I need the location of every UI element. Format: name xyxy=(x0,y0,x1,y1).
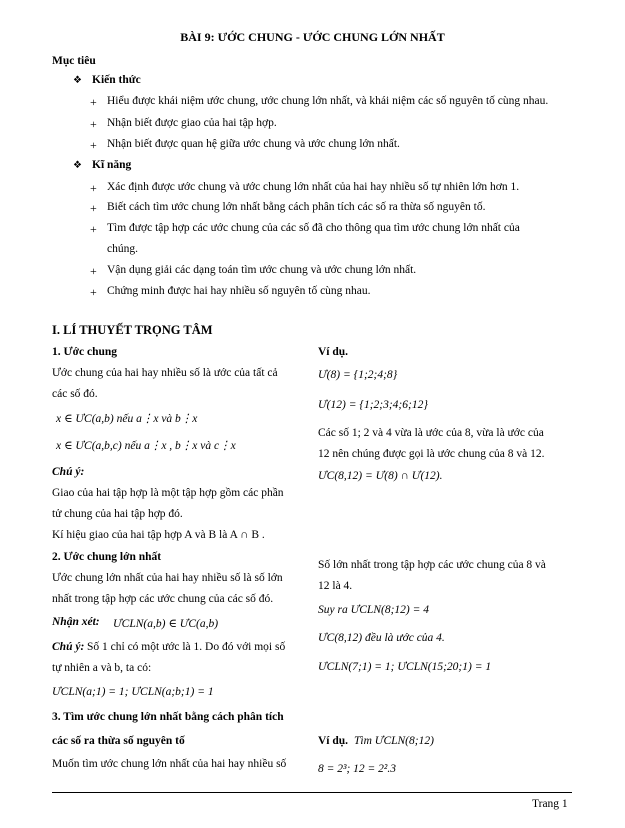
note-text: Số 1 chỉ có một ước là 1. Do đó với mọi số xyxy=(87,641,286,653)
formula: Suy ra ƯCLN(8;12) = 4 xyxy=(318,604,429,616)
skills-item-continuation: chúng. xyxy=(107,243,138,255)
example-text: 12 là 4. xyxy=(318,580,353,592)
part1-text: Ước chung của hai hay nhiều số là ước của tất cả xyxy=(52,367,278,379)
example-label: Ví dụ. xyxy=(318,735,349,747)
section-heading: I. LÍ THUYẾT TRỌNG TÂM xyxy=(52,323,213,337)
note-text: tự nhiên a và b, ta có: xyxy=(52,662,152,674)
plus-bullet-icon: + xyxy=(90,222,97,236)
skills-item: Chứng minh được hai hay nhiều số nguyên tố cùng nhau. xyxy=(107,285,371,297)
diamond-bullet-icon: ❖ xyxy=(73,160,82,171)
plus-bullet-icon: + xyxy=(90,181,97,195)
part1-text: các số đó. xyxy=(52,388,98,400)
page-title: BÀI 9: ƯỚC CHUNG - ƯỚC CHUNG LỚN NHẤT xyxy=(180,30,445,44)
formula: ƯCLN(7;1) = 1; ƯCLN(15;20;1) = 1 xyxy=(318,661,492,673)
example-label: Ví dụ. xyxy=(318,346,349,358)
skills-item: Xác định được ước chung và ước chung lớn nhất của hai hay nhiều số tự nhiên lớn hơn 1. xyxy=(107,181,520,193)
note-text: Giao của hai tập hợp là một tập hợp gồm các phần xyxy=(52,487,284,499)
example-text: 12 nên chúng được gọi là ước chung của 8 và 12. xyxy=(318,448,545,460)
note-text: Kí hiệu giao của hai tập hợp A và B là A ∩ B . xyxy=(52,529,265,541)
part2-heading: 2. Ước chung lớn nhất xyxy=(52,551,162,563)
formula: Tìm ƯCLN(8;12) xyxy=(354,735,434,747)
plus-bullet-icon: + xyxy=(90,264,97,278)
example-text: Các số 1; 2 và 4 vừa là ước của 8, vừa là ước của xyxy=(318,427,544,439)
part3-heading: các số ra thừa số nguyên tố xyxy=(52,735,185,747)
formula: 8 = 2³; 12 = 2².3 xyxy=(318,763,396,775)
part1-heading: 1. Ước chung xyxy=(52,346,118,358)
diamond-bullet-icon: ❖ xyxy=(73,75,82,86)
objectives-heading: Mục tiêu xyxy=(52,55,96,67)
note-label: Chú ý: xyxy=(52,641,85,653)
knowledge-item: Nhận biết được giao của hai tập hợp. xyxy=(107,117,277,129)
formula: x ∈ ƯC(a,b) nếu a⋮x và b⋮x xyxy=(56,413,198,425)
page-number: Trang 1 xyxy=(532,798,568,810)
note-label: Chú ý: xyxy=(52,466,85,478)
skills-item: Vận dụng giải các dạng toán tìm ước chung và ước chung lớn nhất. xyxy=(107,264,417,276)
knowledge-heading: Kiến thức xyxy=(92,74,141,86)
note-text: tử chung của hai tập hợp đó. xyxy=(52,508,183,520)
formula: ƯCLN(a,b) ∈ ƯC(a,b) xyxy=(113,618,219,630)
remark-label: Nhận xét: xyxy=(52,616,100,628)
formula: ƯC(8,12) = Ư(8) ∩ Ư(12). xyxy=(318,470,443,482)
formula: Ư(12) = {1;2;3;4;6;12} xyxy=(318,399,428,411)
formula: Ư(8) = {1;2;4;8} xyxy=(318,369,398,381)
plus-bullet-icon: + xyxy=(90,285,97,299)
plus-bullet-icon: + xyxy=(90,201,97,215)
skills-item: Biết cách tìm ước chung lớn nhất bằng cách phân tích các số ra thừa số nguyên tố. xyxy=(107,201,486,213)
skills-heading: Kĩ năng xyxy=(92,159,132,171)
formula: ƯC(8,12) đều là ước của 4. xyxy=(318,632,445,644)
formula: ƯCLN(a;1) = 1; ƯCLN(a;b;1) = 1 xyxy=(52,686,214,698)
part2-text: Ước chung lớn nhất của hai hay nhiều số là số lớn xyxy=(52,572,283,584)
footer-divider xyxy=(52,792,572,793)
part2-text: nhất trong tập hợp các ước chung của các số đó. xyxy=(52,593,274,605)
plus-bullet-icon: + xyxy=(90,95,97,109)
knowledge-item: Hiểu được khái niệm ước chung, ước chung lớn nhất, và khái niệm các số nguyên tố cùng nhau. xyxy=(107,95,549,107)
part3-text: Muốn tìm ước chung lớn nhất của hai hay nhiều số xyxy=(52,758,287,770)
knowledge-item: Nhận biết được quan hệ giữa ước chung và ước chung lớn nhất. xyxy=(107,138,400,150)
skills-item: Tìm được tập hợp các ước chung của các số đã cho thông qua tìm ước chung lớn nhất của xyxy=(107,222,520,234)
example-text: Số lớn nhất trong tập hợp các ước chung của 8 và xyxy=(318,559,546,571)
plus-bullet-icon: + xyxy=(90,117,97,131)
part3-heading: 3. Tìm ước chung lớn nhất bằng cách phân tích xyxy=(52,711,284,723)
formula: x ∈ ƯC(a,b,c) nếu a⋮x , b⋮x và c⋮x xyxy=(56,440,236,452)
plus-bullet-icon: + xyxy=(90,138,97,152)
